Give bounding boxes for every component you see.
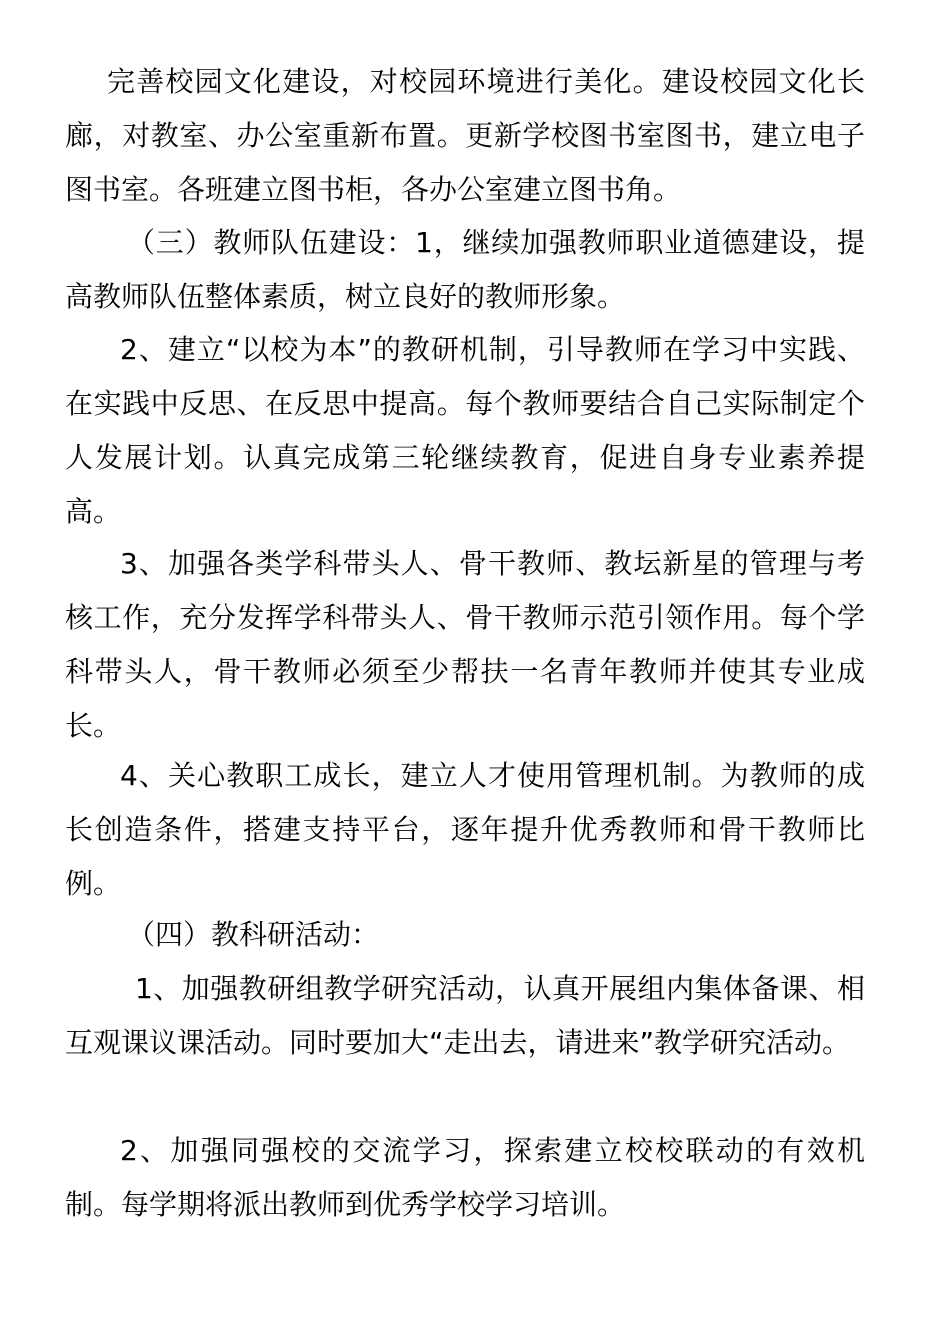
paragraph-research-activities-heading: （四）教科研活动： xyxy=(127,918,380,951)
paragraph-staff-growth: 4、关心教职工成长，建立人才使用管理机制。为教师的成长创造条件，搭建支持平台，逐年提升优秀教师和骨干教师比例。 xyxy=(65,759,865,900)
paragraph-teacher-team-heading: （三）教师队伍建设：1，继续加强教师职业道德建设，提高教师队伍整体素质，树立良好的教师形象。 xyxy=(65,226,865,313)
paragraph-school-exchange: 2、加强同强校的交流学习，探索建立校校联动的有效机制。每学期将派出教师到优秀学校学习培训。 xyxy=(65,1134,865,1221)
paragraph-subject-leaders: 3、加强各类学科带头人、骨干教师、教坛新星的管理与考核工作，充分发挥学科带头人、骨干教师示范引领作用。每个学科带头人，骨干教师必须至少帮扶一名青年教师并使其专业成长。 xyxy=(65,547,865,742)
paragraph-teaching-research-mechanism: 2、建立“以校为本”的教研机制，引导教师在学习中实践、在实践中反思、在反思中提高。每个教师要结合自己实际制定个人发展计划。认真完成第三轮继续教育，促进自身专业素养提高。 xyxy=(65,333,865,528)
paragraph-campus-culture: 完善校园文化建设，对校园环境进行美化。建设校园文化长廊，对教室、办公室重新布置。更新学校图书室图书，建立电子图书室。各班建立图书柜，各办公室建立图书角。 xyxy=(65,65,865,206)
paragraph-group-research: 1、加强教研组教学研究活动，认真开展组内集体备课、相互观课议课活动。同时要加大“走出去，请进来”教学研究活动。 xyxy=(65,972,865,1059)
